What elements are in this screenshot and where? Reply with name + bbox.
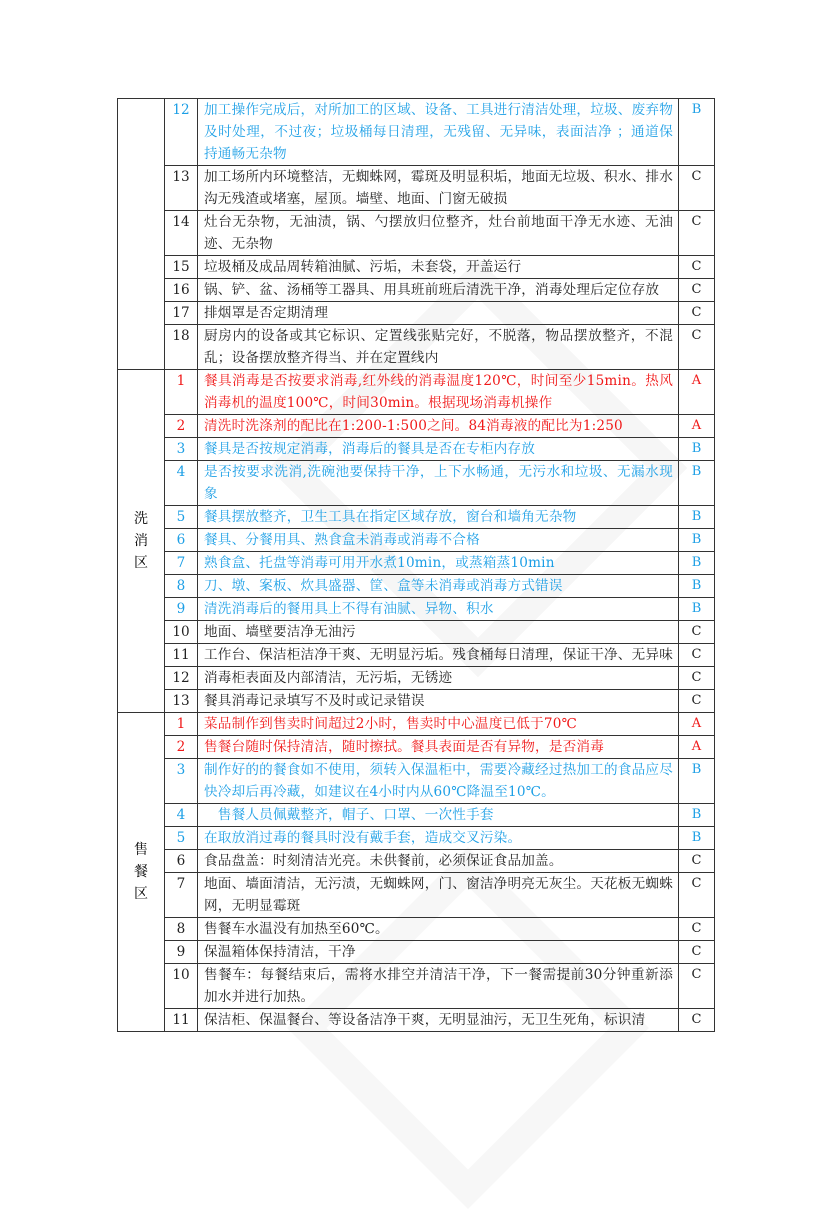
item-text: 刀、墩、案板、炊具盛器、筐、盒等未消毒或消毒方式错误 [198,575,679,598]
table-row [118,529,715,552]
table-row [118,552,715,575]
inspection-table [117,98,715,1032]
table-row [118,370,715,415]
item-text: 在取放消过毒的餐具时没有戴手套，造成交叉污染。 [198,827,679,850]
item-number: 13 [165,166,198,211]
item-level: B [679,506,715,529]
table-row [118,759,715,804]
item-level: C [679,166,715,211]
item-text: 售餐车水温没有加热至60℃。 [198,918,679,941]
item-text: 工作台、保洁柜洁净干爽、无明显污垢。残食桶每日清理，保证干净、无异味 [198,644,679,667]
item-number: 3 [165,438,198,461]
area-cell: 售餐区 [118,713,165,1032]
item-text: 加工操作完成后，对所加工的区域、设备、工具进行清洁处理，垃圾、废弃物及时处理，不过夜；垃圾桶每日清理，无残留、无异味，表面洁净 ；通道保持通畅无杂物 [198,99,679,166]
table-row [118,302,715,325]
table-row [118,211,715,256]
item-number: 14 [165,211,198,256]
item-level: A [679,713,715,736]
item-number: 9 [165,941,198,964]
item-number: 1 [165,713,198,736]
item-level: C [679,621,715,644]
item-text: 厨房内的设备或其它标识、定置线张贴完好，不脱落，物品摆放整齐，不混乱；设备摆放整齐得当、并在定置线内 [198,325,679,370]
item-number: 6 [165,529,198,552]
item-number: 10 [165,964,198,1009]
table-row [118,166,715,211]
table-row [118,1009,715,1032]
item-number: 7 [165,552,198,575]
table-row [118,256,715,279]
item-level: C [679,644,715,667]
table-row [118,873,715,918]
table-row [118,713,715,736]
item-number: 17 [165,302,198,325]
item-number: 8 [165,918,198,941]
item-level: C [679,325,715,370]
item-text: 餐具摆放整齐，卫生工具在指定区域存放，窗台和墙角无杂物 [198,506,679,529]
item-number: 10 [165,621,198,644]
item-number: 11 [165,1009,198,1032]
item-number: 2 [165,415,198,438]
item-level: C [679,667,715,690]
item-level: C [679,873,715,918]
item-text: 清洗时洗涤剂的配比在1:200-1:500之间。84消毒液的配比为1:250 [198,415,679,438]
item-level: B [679,461,715,506]
item-text: 排烟罩是否定期清理 [198,302,679,325]
item-level: B [679,99,715,166]
item-level: A [679,370,715,415]
item-text: 熟食盒、托盘等消毒可用开水煮10min，或蒸箱蒸10min [198,552,679,575]
table-row [118,438,715,461]
item-level: B [679,438,715,461]
item-number: 12 [165,99,198,166]
item-text: 售餐车：每餐结束后，需将水排空并清洁干净，下一餐需提前30分钟重新添加水并进行加热。 [198,964,679,1009]
table-row [118,279,715,302]
item-number: 11 [165,644,198,667]
item-level: B [679,759,715,804]
item-level: C [679,690,715,713]
item-number: 15 [165,256,198,279]
item-level: A [679,736,715,759]
item-number: 7 [165,873,198,918]
item-level: B [679,804,715,827]
item-level: C [679,279,715,302]
item-number: 5 [165,506,198,529]
item-text: 清洗消毒后的餐用具上不得有油腻、异物、积水 [198,598,679,621]
item-number: 8 [165,575,198,598]
item-level: C [679,918,715,941]
table-row [118,99,715,166]
item-level: C [679,256,715,279]
table-row [118,598,715,621]
table-row [118,804,715,827]
item-level: B [679,827,715,850]
item-text: 售餐人员佩戴整齐，帽子、口罩、一次性手套 [198,804,679,827]
item-text: 是否按要求洗消,洗碗池要保持干净，上下水畅通，无污水和垃圾、无漏水现象 [198,461,679,506]
table-row [118,506,715,529]
item-number: 13 [165,690,198,713]
item-text: 加工场所内环境整洁，无蜘蛛网，霉斑及明显积垢，地面无垃圾、积水、排水沟无残渣或堵塞，屋顶。墙壁、地面、门窗无破损 [198,166,679,211]
table-row [118,690,715,713]
item-text: 消毒柜表面及内部清洁，无污垢，无锈迹 [198,667,679,690]
table-row [118,941,715,964]
table-row [118,827,715,850]
item-text: 保温箱体保持清洁，干净 [198,941,679,964]
item-text: 食品盘盖：时刻清洁光亮。未供餐前，必须保证食品加盖。 [198,850,679,873]
item-level: B [679,529,715,552]
item-number: 2 [165,736,198,759]
item-text: 餐具是否按规定消毒，消毒后的餐具是否在专柜内存放 [198,438,679,461]
item-text: 餐具消毒记录填写不及时或记录错误 [198,690,679,713]
item-text: 锅、铲、盆、汤桶等工器具、用具班前班后清洗干净，消毒处理后定位存放 [198,279,679,302]
item-level: C [679,302,715,325]
item-level: C [679,211,715,256]
item-level: C [679,1009,715,1032]
item-text: 灶台无杂物，无油渍，锅、勺摆放归位整齐，灶台前地面干净无水迹、无油迹、无杂物 [198,211,679,256]
item-text: 餐具、分餐用具、熟食盒未消毒或消毒不合格 [198,529,679,552]
item-level: C [679,850,715,873]
table-row [118,964,715,1009]
item-text: 保洁柜、保温餐台、等设备洁净干爽，无明显油污，无卫生死角，标识清 [198,1009,679,1032]
item-level: B [679,598,715,621]
item-level: B [679,552,715,575]
item-level: A [679,415,715,438]
item-text: 地面、墙壁要洁净无油污 [198,621,679,644]
table-row [118,644,715,667]
item-text: 售餐台随时保持清洁，随时擦拭。餐具表面是否有异物，是否消毒 [198,736,679,759]
item-number: 1 [165,370,198,415]
area-cell: 洗消区 [118,370,165,713]
table-row [118,325,715,370]
table-row [118,918,715,941]
item-number: 18 [165,325,198,370]
item-text: 菜品制作到售卖时间超过2小时，售卖时中心温度已低于70℃ [198,713,679,736]
item-level: C [679,941,715,964]
table-row [118,621,715,644]
item-text: 地面、墙面清洁，无污渍，无蜘蛛网，门、窗洁净明亮无灰尘。天花板无蜘蛛网，无明显霉斑 [198,873,679,918]
item-number: 16 [165,279,198,302]
table-row [118,736,715,759]
item-number: 12 [165,667,198,690]
area-cell [118,99,165,370]
item-text: 餐具消毒是否按要求消毒,红外线的消毒温度120℃，时间至少15min。热风消毒机的温度100℃，时间30min。根据现场消毒机操作 [198,370,679,415]
table-row [118,850,715,873]
item-number: 6 [165,850,198,873]
item-number: 4 [165,804,198,827]
item-number: 5 [165,827,198,850]
table-row [118,667,715,690]
item-text: 制作好的的餐食如不使用，须转入保温柜中，需要冷藏经过热加工的食品应尽快冷却后再冷藏，如建议在4小时内从60℃降温至10℃。 [198,759,679,804]
item-number: 9 [165,598,198,621]
item-number: 3 [165,759,198,804]
table-row [118,575,715,598]
item-text: 垃圾桶及成品周转箱油腻、污垢，未套袋，开盖运行 [198,256,679,279]
item-number: 4 [165,461,198,506]
item-level: B [679,575,715,598]
table-row [118,415,715,438]
item-level: C [679,964,715,1009]
table-row [118,461,715,506]
